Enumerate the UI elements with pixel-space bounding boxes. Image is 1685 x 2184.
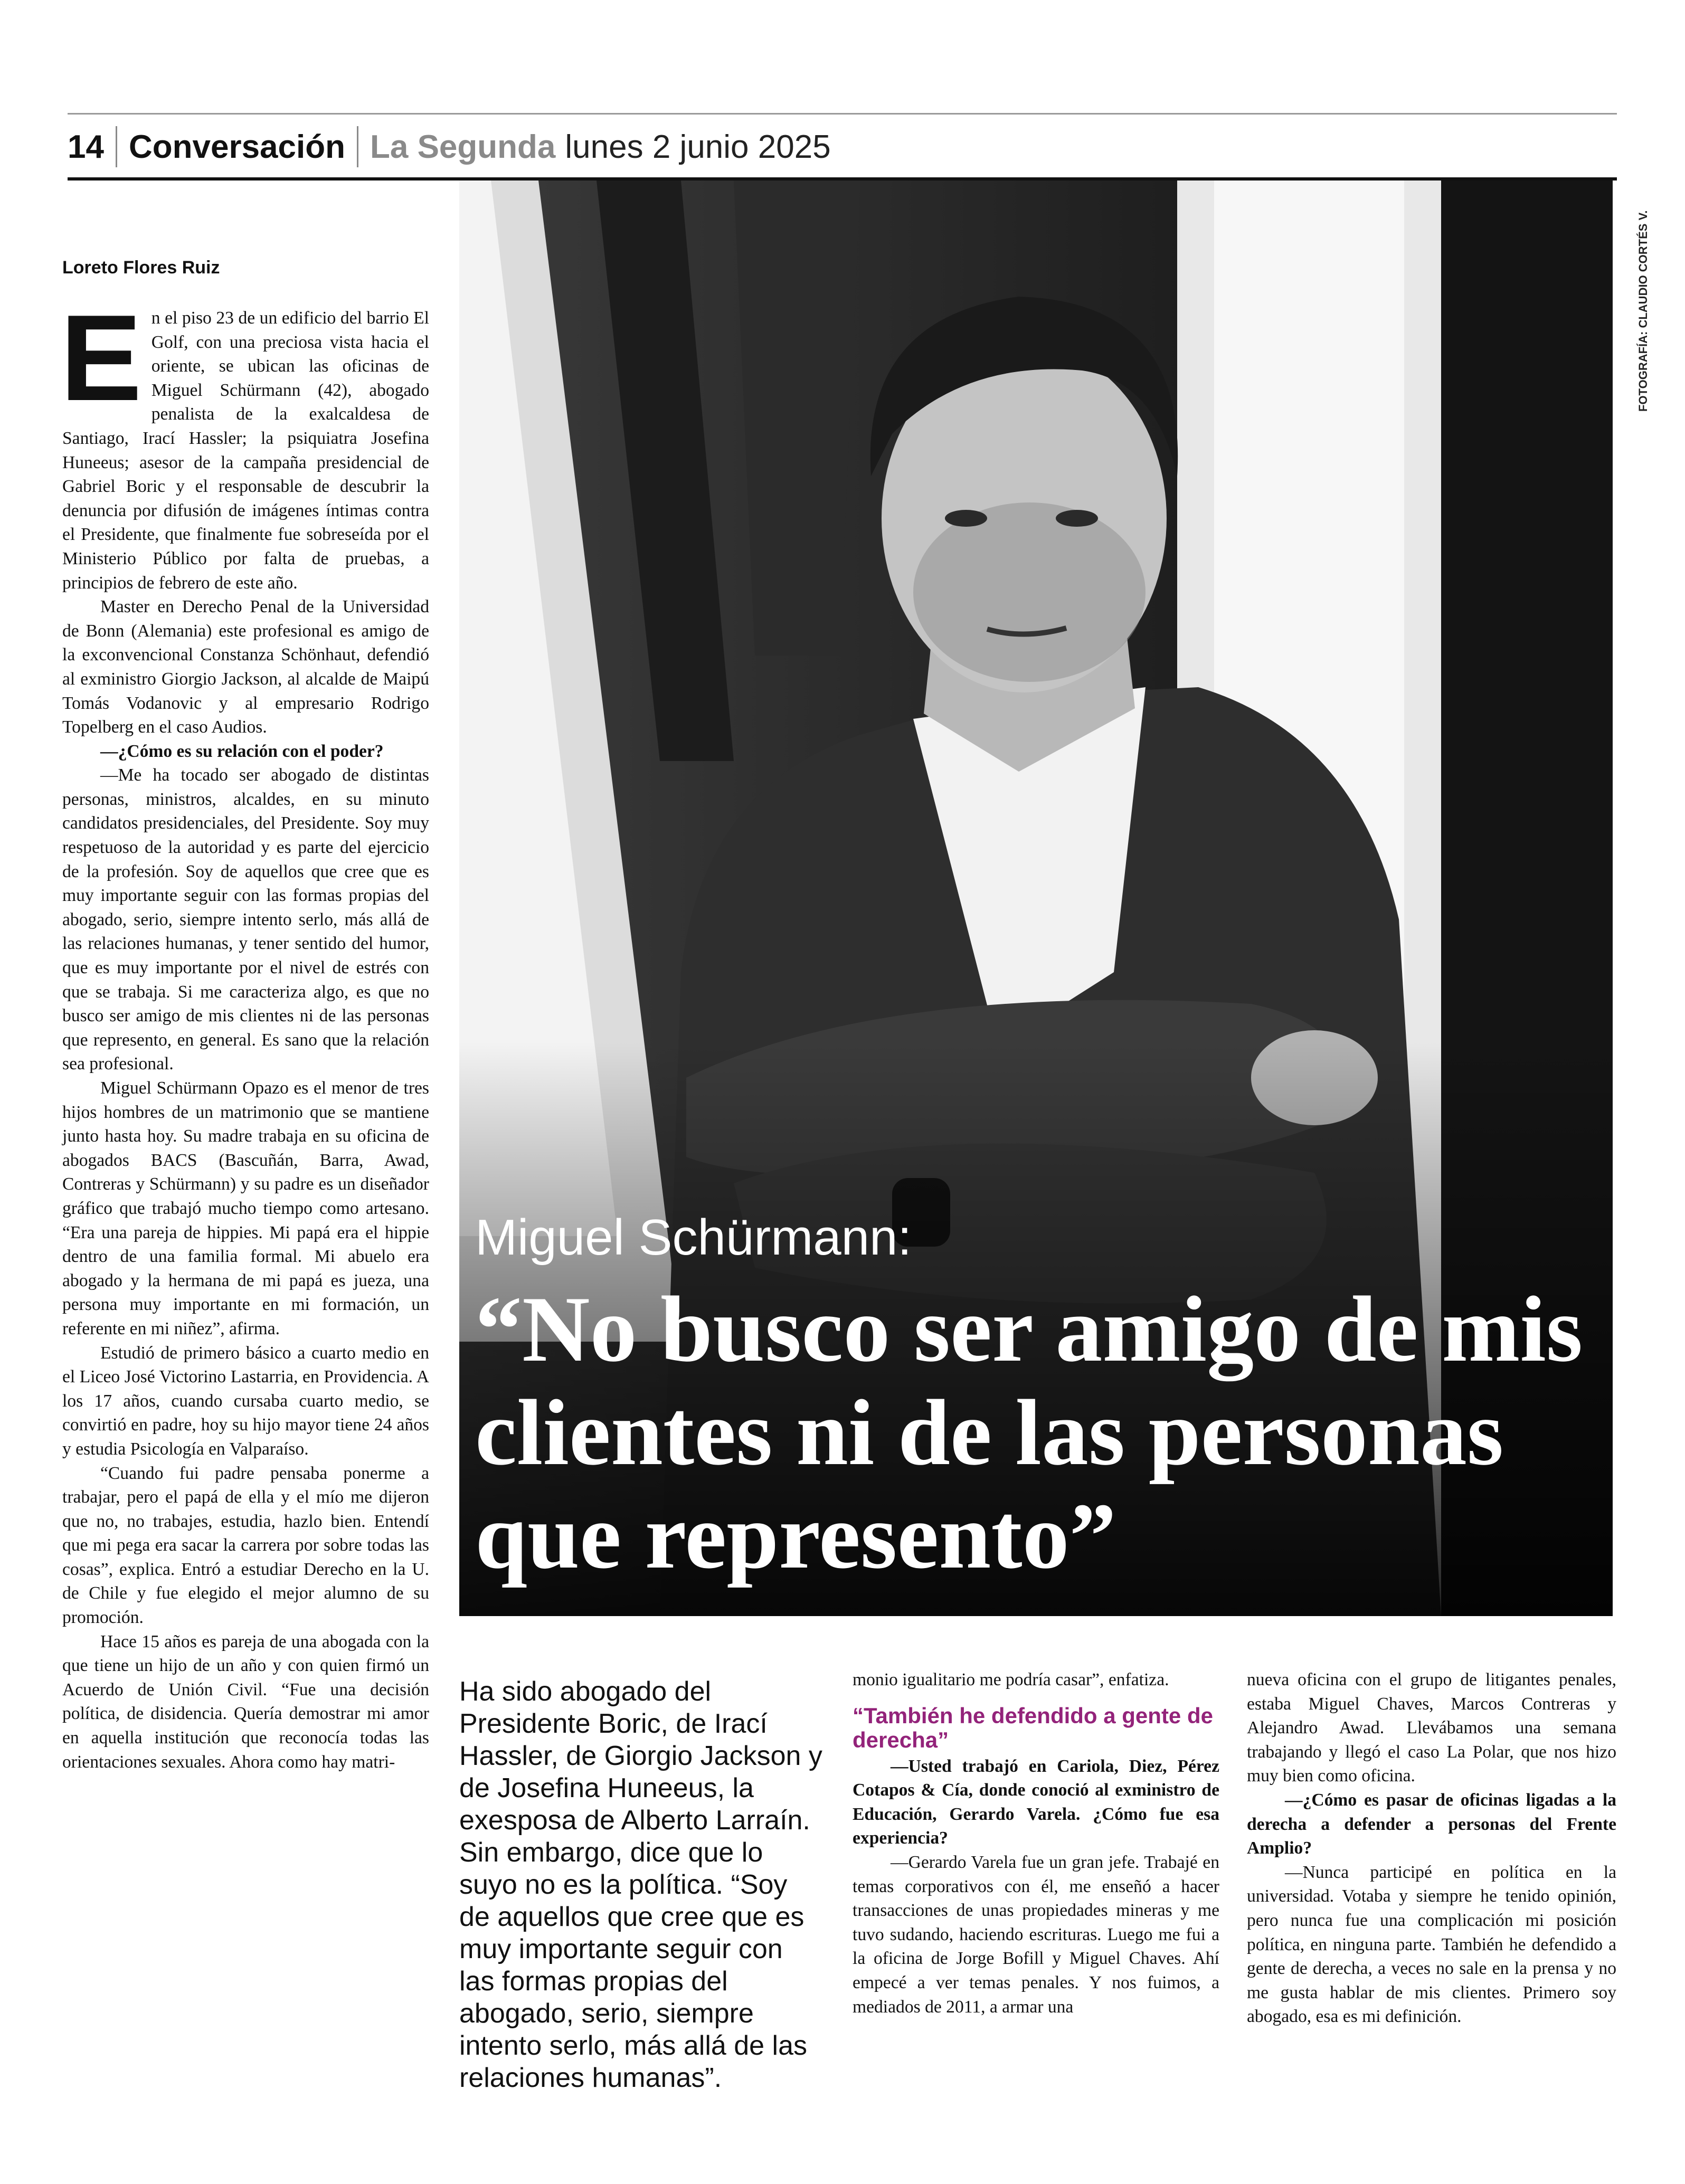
interview-question: —¿Cómo es su relación con el poder? xyxy=(100,741,384,761)
page-header xyxy=(68,120,831,173)
photo-credit: FOTOGRAFÍA: CLAUDIO CORTÉS V. xyxy=(1636,210,1650,412)
header-divider xyxy=(357,126,358,167)
paragraph: —Me ha tocado ser abogado de distintas personas, ministros, alcaldes, en su minuto candidatos presidenciales, del Presidente. Soy muy respetuoso de la autoridad y es parte del ejercicio de la profesión. Soy de aquellos que cree que es muy importante seguir con las formas propias del abogado, serio, siempre intento serlo, más allá de las relaciones humanas, y tener sentido del humor, que es muy importante por el nivel de estrés con que se trabaja. Si me caracteriza algo, es que no busco ser amigo de mis clientes ni de las personas que represento, en general. Es sano que la relación sea profesional. xyxy=(62,765,429,1074)
header-divider xyxy=(116,126,117,167)
top-rule xyxy=(68,113,1617,115)
article-column-1 xyxy=(60,290,429,1774)
headline-kicker: Miguel Schürmann: xyxy=(475,1209,912,1266)
paragraph: nueva oficina con el grupo de litigantes penales, estaba Miguel Chaves, Marcos Contreras y Alejandro Awad. Llevábamos una semana trabajando y llegó el caso La Polar, que nos hizo muy bien como oficina. xyxy=(1247,1670,1616,1786)
article-column-4 xyxy=(1247,1668,1616,2029)
byline: Loreto Flores Ruiz xyxy=(62,258,220,278)
headline: “No busco ser amigo de mis clientes ni de las personas que represento” xyxy=(475,1277,1583,1588)
newspaper-name: La Segunda xyxy=(370,128,556,165)
section-name: Conversación xyxy=(128,128,345,165)
subheading: “También he defendido a gente de derecha” xyxy=(853,1703,1213,1752)
drop-cap: E xyxy=(60,290,142,426)
paragraph: monio igualitario me podría casar”, enfatiza. xyxy=(853,1670,1169,1689)
issue-date: lunes 2 junio 2025 xyxy=(565,128,831,165)
paragraph: Miguel Schürmann Opazo es el menor de tres hijos hombres de un matrimonio que se mantiene junto hasta hoy. Su madre trabaja en su oficina de abogados BACS (Bascuñán, Barra, Awad, Contreras y Schürmann) y su padre es un diseñador gráfico que trabajó mucho tiempo como artesano. “Era una pareja de hippies. Mi papá era el hippie dentro de una familia formal. Mi abuelo era abogado y la hermana de mi papá es jueza, una persona muy importante en mi formación, un referente en mi niñez”, afirma. xyxy=(62,1078,429,1338)
paragraph: “Cuando fui padre pensaba ponerme a trabajar, pero el papá de ella y el mío me dijeron que no, no trabajes, estudia, hazlo bien. Entendí que mi pega era sacar la carrera por sobre todas las cosas”, explica. Entró a estudiar Derecho en la U. de Chile y fue elegido el mejor alumno de su promoción. xyxy=(62,1463,429,1628)
paragraph: n el piso 23 de un edificio del barrio El Golf, con una preciosa vista hacia el oriente, se ubican las oficinas de Miguel Schürmann (42), abogado penalista de la exalcaldesa de Santiago, Irací Hassler; la psiquiatra Josefina Huneeus; asesor de la campaña presidencial de Gabriel Boric y el responsable de descubrir la denuncia por difusión de imágenes íntimas contra el Presidente, que finalmente fue sobreseída por el Ministerio Público por falta de pruebas, a principios de febrero de este año. xyxy=(62,308,429,593)
pull-quote: Ha sido abogado del Presidente Boric, de Irací Hassler, de Giorgio Jackson y de Josefina Huneeus, la exesposa de Alberto Larraín. Sin embargo, dice que lo suyo no es la política. “Soy de aquellos que cree que es muy importante seguir con las formas propias del abogado, serio, siempre intento serlo, más allá de las relaciones humanas”. xyxy=(459,1676,822,2093)
paragraph: Hace 15 años es pareja de una abogada con la que tiene un hijo de un año y con quien firmó un Acuerdo de Unión Civil. “Fue una decisión política, de disidencia. Quería demostrar mi amor en aquella institución que reconocía todas las orientaciones sexuales. Ahora como hay matri- xyxy=(62,1631,429,1772)
paragraph: —Gerardo Varela fue un gran jefe. Trabajé en temas corporativos con él, me enseñó a hacer transacciones de unas propiedades mineras y me tuvo sudando, haciendo escrituras. Luego me fui a la oficina de Jorge Bofill y Miguel Chaves. Ahí empecé a ver temas penales. Y nos fuimos, a mediados de 2011, a armar una xyxy=(853,1852,1219,2017)
interview-question: —¿Cómo es pasar de oficinas ligadas a la derecha a defender a personas del Frente Amplio? xyxy=(1247,1790,1616,1858)
paragraph: —Nunca participé en política en la universidad. Votaba y siempre he tenido opinión, pero nunca fue una complicación mi posición política, en ninguna parte. También he defendido a gente de derecha, a veces no sale en la prensa y no me gusta hablar de mis clientes. Primero soy abogado, esa es mi definición. xyxy=(1247,1862,1616,2027)
page-number: 14 xyxy=(68,128,104,165)
paragraph: Estudió de primero básico a cuarto medio en el Liceo José Victorino Lastarria, en Providencia. A los 17 años, cuando cursaba cuarto medio, se convirtió en padre, hoy su hijo mayor tiene 24 años y estudia Psicología en Valparaíso. xyxy=(62,1343,429,1459)
paragraph: Master en Derecho Penal de la Universidad de Bonn (Alemania) este profesional es amigo de la exconvencional Constanza Schönhaut, defendió al exministro Giorgio Jackson, al alcalde de Maipú Tomás Vodanovic y al empresario Rodrigo Topelberg en el caso Audios. xyxy=(62,597,429,737)
article-column-3 xyxy=(853,1668,1219,2019)
interview-question: —Usted trabajó en Cariola, Diez, Pérez Cotapos & Cía, donde conoció al exministro de Educación, Gerardo Varela. ¿Cómo fue esa experiencia? xyxy=(853,1756,1219,1848)
